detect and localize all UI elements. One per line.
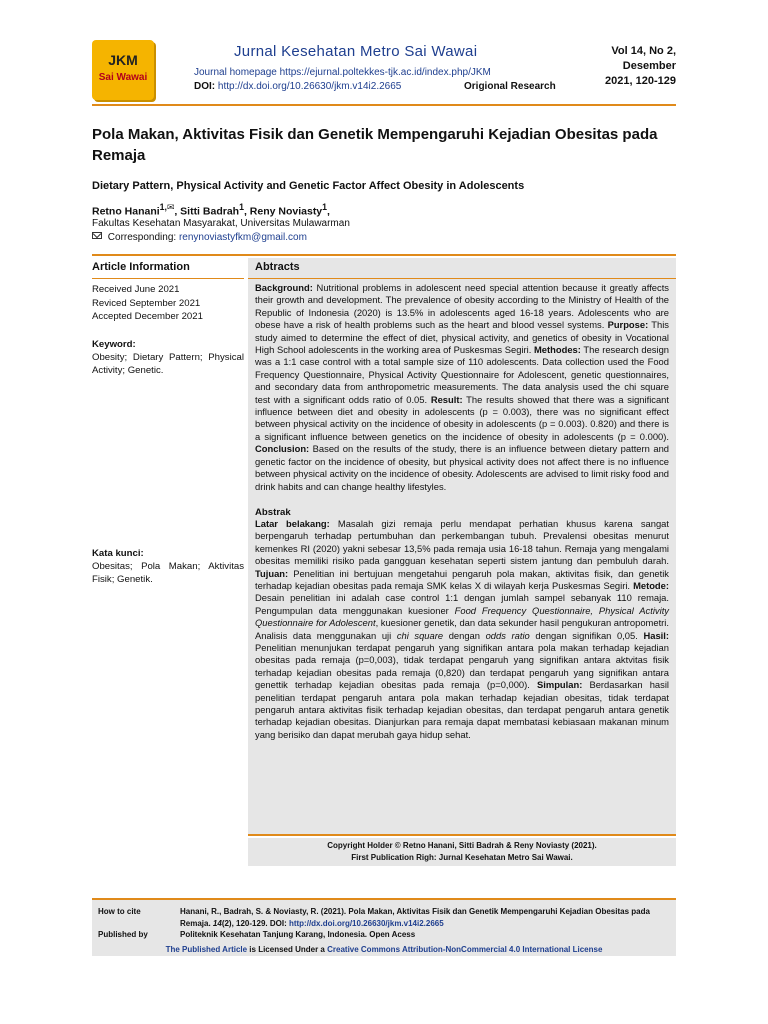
abstract-panel: [248, 258, 676, 834]
corresponding-author: [92, 232, 307, 243]
abstract-label: Conclusion:: [255, 443, 310, 455]
author-sup: 1: [322, 202, 328, 212]
logo-subtext: Sai Wawai: [98, 72, 148, 83]
abstrak-label: Tujuan:: [255, 567, 289, 579]
abstrak-text: , kuesioner genetik, dan data sekunder hasil pengukuran antropometri. Analisis data menggunakan uji: [255, 617, 669, 641]
doi-line: [194, 81, 556, 92]
abstract-label: Result:: [430, 393, 463, 405]
abstrak-heading: Abstrak: [255, 506, 291, 518]
homepage-label: Journal homepage: [194, 67, 277, 78]
abstrak-italic: odds ratio: [485, 629, 530, 641]
abstract-label: Purpose:: [607, 319, 649, 331]
abstrak-label: Simpulan:: [537, 679, 583, 691]
volume-line: Vol 14, No 2,: [611, 45, 676, 57]
received-date: Received June 2021: [92, 284, 180, 295]
abstrak-italic: chi square: [396, 629, 444, 641]
author-name: , Sitti Badrah: [174, 205, 240, 218]
copyright-notice: [248, 838, 676, 866]
abstrak-text: dengan signifikan 0,05.: [529, 629, 644, 641]
abstract-label: Background:: [255, 282, 313, 293]
doi-link[interactable]: http://dx.doi.org/10.26630/jkm.v14i2.2665: [217, 81, 402, 92]
abstrak-text: Penelitian ini bertujuan mengetahui pengaruh pola makan, aktivitas fisik, dan genetik terhadap kejadian obesitas pada remaja SMK kelas X di wilayah kerja Puskesmas Segiri.: [255, 567, 669, 591]
author-sup: 1: [239, 202, 244, 212]
affiliation: Fakultas Kesehatan Masyarakat, Universitas Mulawarman: [92, 218, 350, 229]
abstract-text: The results showed that there was a significant influence between diet and obesity in adolescents (p = 0.003), there was no significant effect between physical activity on the incidence of obesity in adolescents (p = 0.003). 0.820) and there is a significant influence between genetics on the incidence of obesity in adolescents (p = 0.000).: [255, 393, 669, 442]
abstrak-text: Berdasarkan hasil penelitian terdapat pengaruh antara pola makan terhadap kejadian obesitas, tidak terdapat pengaruh antara aktivitas fisik terhadap kejadian obesitas, dan terdapat pengaruh antara genetik terhadap kejadian obesitas. Dianjurkan para remaja dapat membatasi kebiasaan makanan minum yang berisiko dan dapat merubah gaya hidup sehat.: [255, 679, 669, 740]
left-divider: [92, 278, 244, 279]
revised-date: Reviced September 2021: [92, 297, 201, 309]
indonesian-abstract: [248, 518, 676, 741]
abstract-text: This study aimed to determine the effect of diet, physical activity, and genetics of obesity in Vocational High School adolescents in the working area of Puskesmas Segiri.: [255, 319, 669, 356]
english-abstract: [248, 279, 676, 493]
how-to-cite-text: [180, 906, 670, 929]
kata-kunci-list: Obesitas; Pola Makan; Aktivitas Fisik; Genetik.: [92, 560, 244, 585]
english-title: Dietary Pattern, Physical Activity and Genetic Factor Affect Obesity in Adolescents: [92, 180, 525, 192]
citation-box: [92, 900, 676, 956]
copyright-holder: Copyright Holder © Retno Hanani, Sitti Badrah & Reny Noviasty (2021).: [327, 841, 597, 850]
cite-volume: 14: [212, 918, 222, 928]
corresponding-label: Corresponding:: [107, 232, 177, 243]
abstract-text: The research design was a 1:1 case control with a total sample size of 110 adolescents. Data collection used the Food Frequency Questionnaire, Physical Activity Questionnaire for Adolescent, genetic questionnaires, and secondary data from anthropometric measurements. The data analysis used the chi square test with a significant odds ratio of 0.05.: [255, 344, 669, 405]
article-information: [92, 258, 244, 586]
abstract-text: Nutritional problems in adolescent need special attention because it greatly affects their growth and development. The prevalence of obesity according to the Ministry of Health of the Republic of Indonesia (2020) is 13.5% in adolescents aged 16-18 years. Adolescents who are obese have a risk of health problems such as the heart and blood vessel systems.: [255, 282, 669, 331]
abstrak-italic: Food Frequency Questionnaire, Physical Activity Questionnaire for Adolescent: [255, 604, 669, 629]
volume-month: Desember: [622, 60, 676, 72]
section-divider: [92, 254, 676, 256]
article-title: Pola Makan, Aktivitas Fisik dan Genetik Mempengaruhi Kejadian Obesitas pada Remaja: [92, 126, 658, 164]
abstrak-label: Latar belakang:: [255, 517, 330, 529]
published-by-label: Published by: [98, 930, 148, 939]
author-end: ,: [327, 205, 330, 218]
first-publication: First Publication Righ: Jurnal Kesehatan Metro Sai Wawai.: [351, 853, 573, 862]
volume-pages: 2021, 120-129: [605, 75, 676, 87]
abstrak-label: Hasil:: [643, 629, 669, 641]
article-type: Origional Research: [464, 81, 556, 92]
author-list: [92, 202, 330, 218]
accepted-date: Accepted December 2021: [92, 311, 203, 322]
abstract-heading: Abtracts: [255, 261, 300, 273]
cite-doi-link[interactable]: http://dx.doi.org/10.26630/jkm.v14i2.2665: [288, 918, 444, 928]
published-article-link[interactable]: The Published Article: [165, 945, 248, 954]
author-sup: 1,✉: [159, 202, 175, 212]
kata-kunci-heading: Kata kunci:: [92, 547, 144, 559]
cite-text: Hanani, R., Badrah, S. & Noviasty, R. (2021). Pola Makan, Aktivitas Fisik dan Genetik Mempengaruhi Kejadian Obesitas pada Remaja.: [180, 907, 650, 928]
license-link[interactable]: Creative Commons Attribution-NonCommercial 4.0 International License: [327, 945, 603, 954]
abstrak-text: dengan: [443, 629, 486, 641]
author-name: , Reny Noviasty: [243, 205, 323, 218]
journal-homepage: [194, 67, 491, 78]
doi-label: DOI:: [194, 81, 216, 92]
abstrak-text: Desain penelitian ini adalah case control 1:1 dengan jumlah sampel sebanyak 110 remaja. Pengumpulan data menggunakan kuesioner: [255, 592, 669, 616]
abstract-bottom-divider: [248, 834, 676, 836]
abstrak-text: Penelitian menunjukan terdapat pengaruh yang signifikan antara pola makan terhadap kejadian obesitas pada remaja (p=0,003), tidak terdapat pengaruh yang signifikan antara aktvitas fisik terhadap kejadian obesitas pada remaja (0,820) dan terdapat pengaruh yang signifikan antara genettik terhadap kejadian obesitas pada remaja (p=0,000).: [255, 641, 669, 691]
author-name: Retno Hanani: [92, 205, 160, 218]
published-by-text: Politeknik Kesehatan Tanjung Karang, Indonesia. Open Acess: [180, 930, 416, 939]
journal-logo: [92, 40, 154, 100]
abstrak-text: Masalah gizi remaja perlu mendapat perhatian khusus karena sangat berpengaruh terhadap pertumbuhan dan perkembangan tubuh. Prevalensi obesitas menurut kemenkes RI (2020) yakni sebesar 13,5% pada remaja usia 16-18 tahun. Remaja yang mengalami obesitas memiliki risiko pada gangguan kesehatan seperti sistem jantung dan pembuluh darah.: [255, 517, 669, 567]
article-info-heading: Article Information: [92, 261, 190, 273]
homepage-link[interactable]: https://ejurnal.poltekkes-tjk.ac.id/index.php/JKM: [279, 67, 491, 78]
logo-text: JKM: [108, 52, 138, 68]
header-divider: [92, 104, 676, 106]
keyword-heading: Keyword:: [92, 338, 136, 350]
how-to-cite-label: How to cite: [98, 907, 141, 916]
journal-title: Jurnal Kesehatan Metro Sai Wawai: [234, 43, 478, 60]
abstract-label: Methodes:: [534, 344, 581, 356]
license-line: [92, 944, 676, 956]
license-text: is Licensed Under a: [247, 945, 328, 954]
article-dates: [92, 283, 244, 324]
abstrak-label: Metode:: [633, 579, 669, 591]
keyword-list: Obesity; Dietary Pattern; Physical Activity; Genetic.: [92, 351, 244, 376]
cite-text: (2), 120-129. DOI:: [221, 918, 289, 928]
corresponding-email[interactable]: renynoviastyfkm@gmail.com: [178, 232, 307, 243]
volume-info: [605, 44, 676, 89]
mail-icon: [92, 232, 102, 239]
abstract-text: Based on the results of the study, there is an influence between dietary pattern and genetic factor on the incidence of obesity, but physical activity does not affect there is no influence between physical activity on the incidence of obesity. Adolescents are advised to limit risky food and drink habits and can change healthy lifestyles.: [255, 443, 669, 492]
